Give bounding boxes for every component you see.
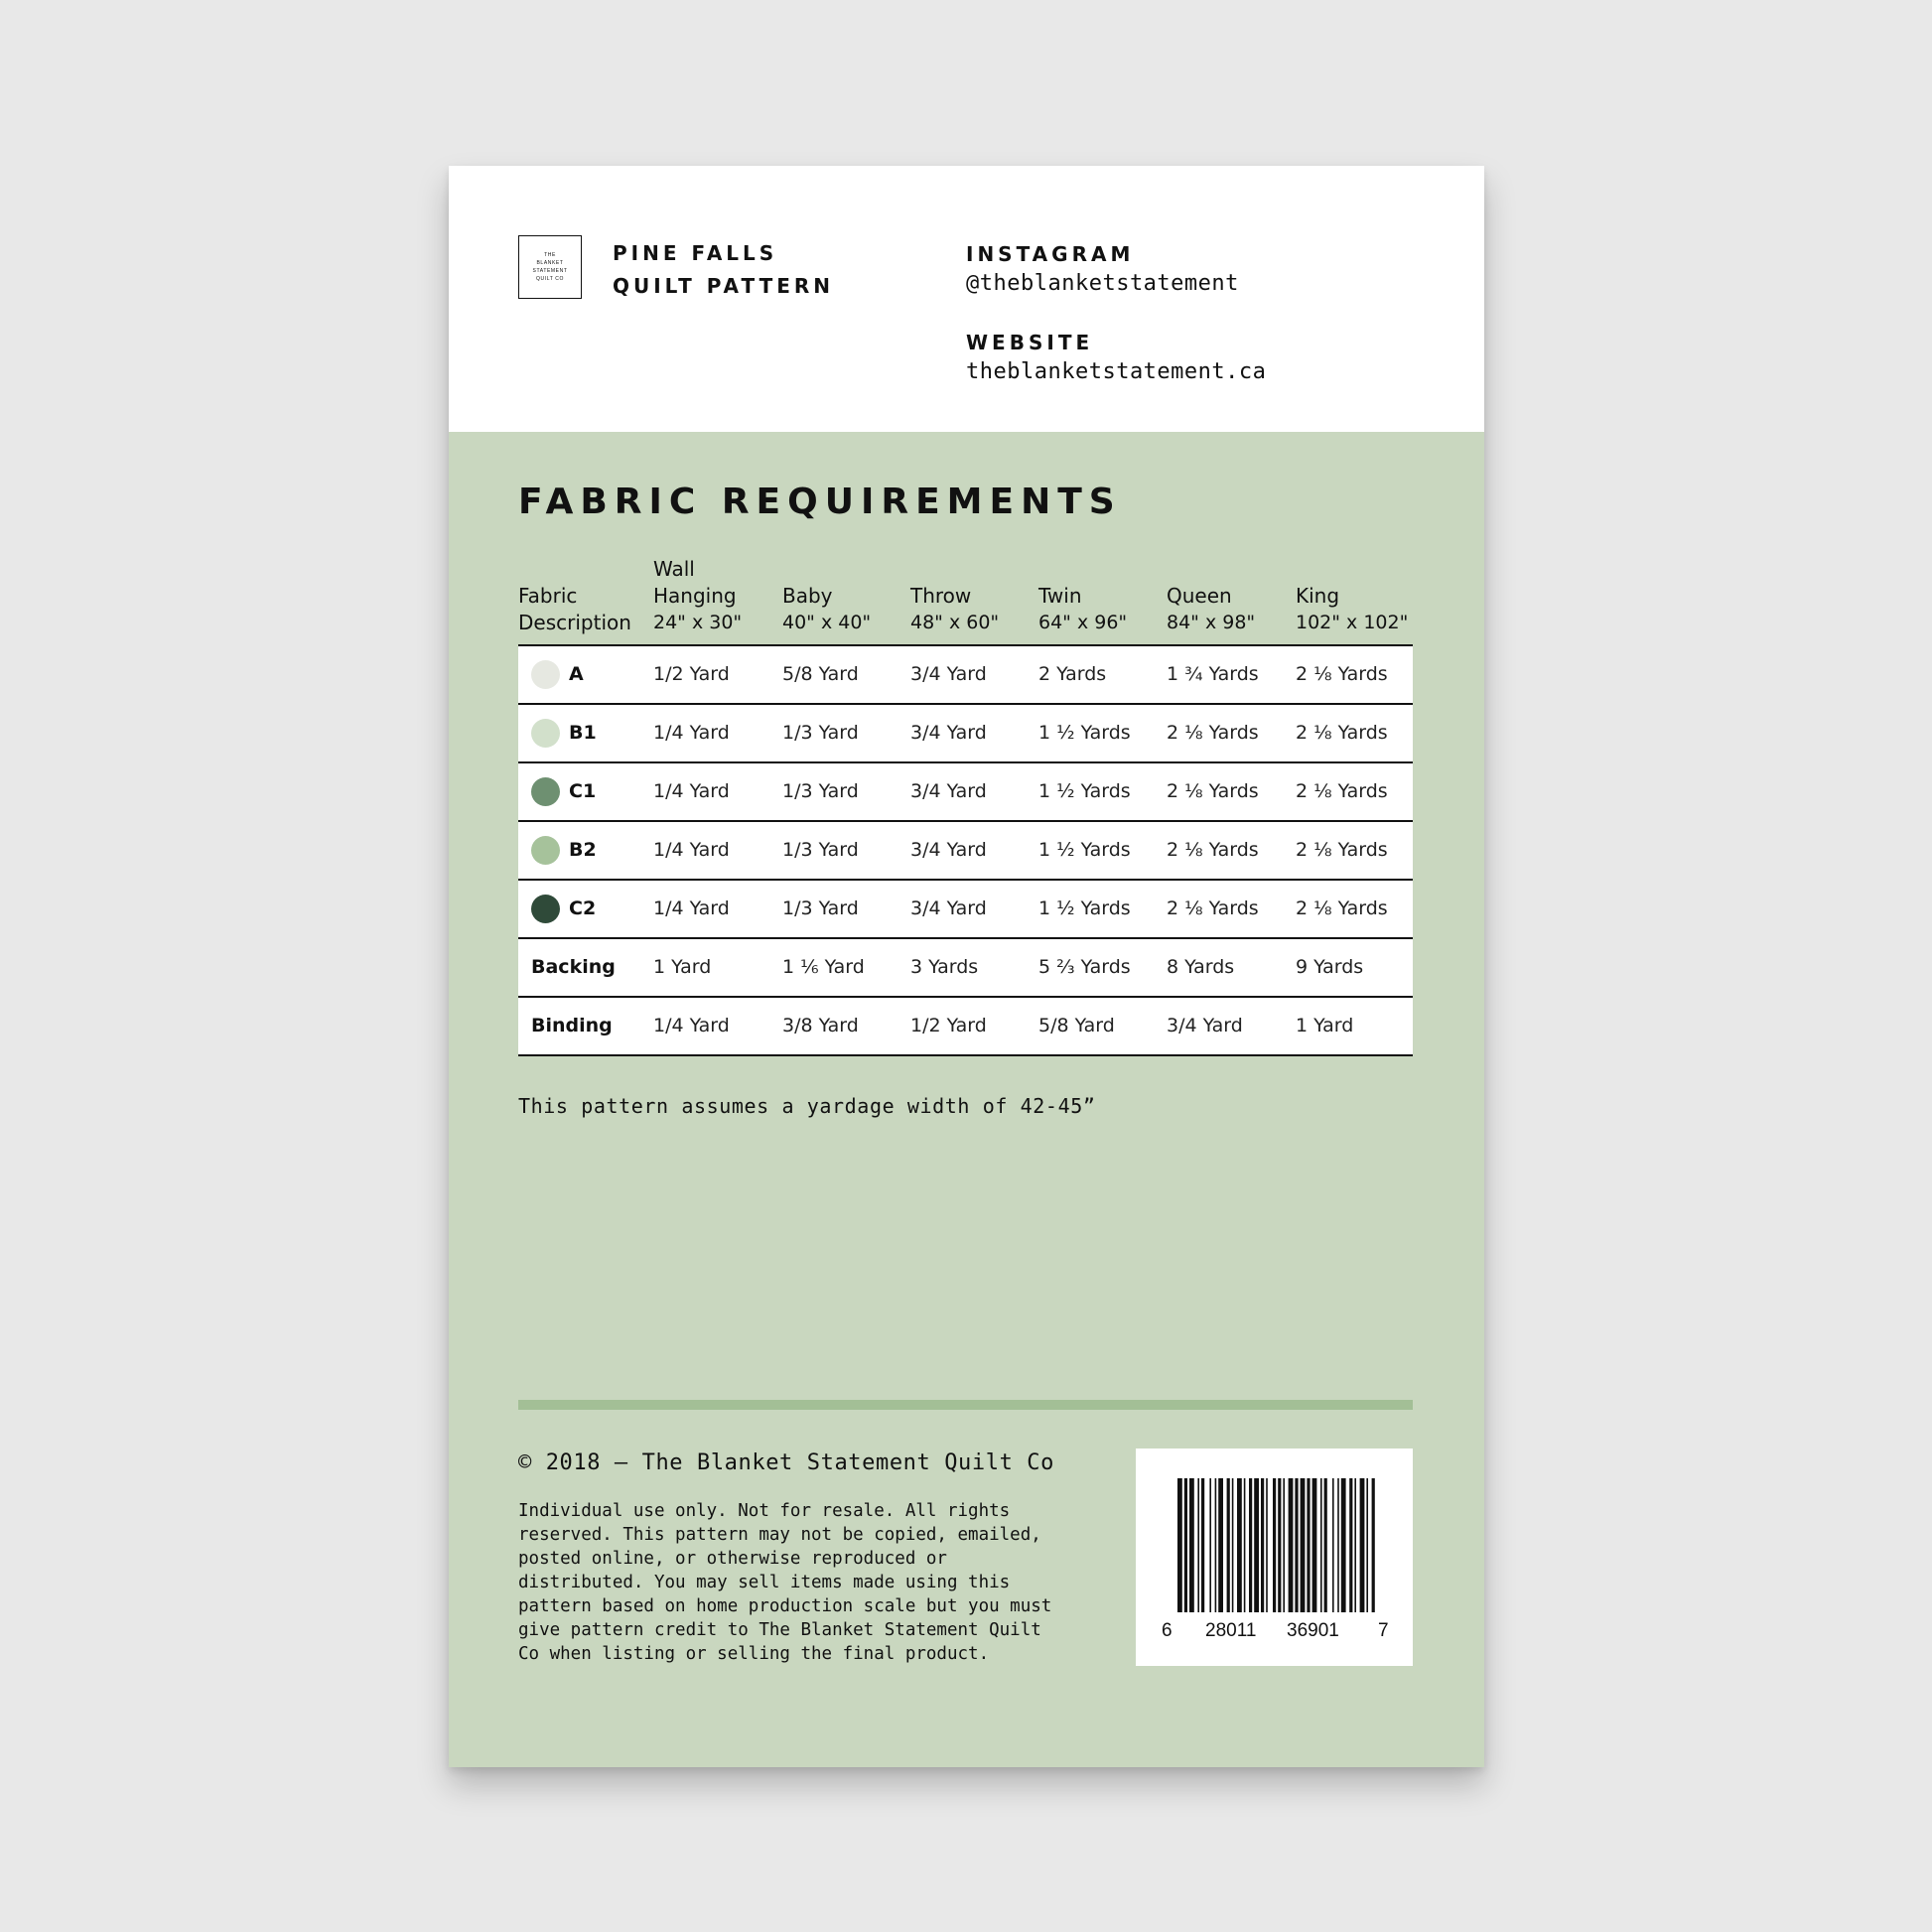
yardage-cell: 1/3 Yard xyxy=(782,722,859,744)
pattern-name-line1: PINE FALLS xyxy=(613,241,778,265)
yardage-cell: 1 ⅙ Yard xyxy=(782,956,865,978)
yardage-cell: 5/8 Yard xyxy=(1038,1015,1115,1036)
barcode-bar xyxy=(1232,1478,1234,1612)
column-header xyxy=(1296,556,1408,636)
yardage-cell: 2 ⅛ Yards xyxy=(1167,897,1259,919)
column-header-line: 24" x 30" xyxy=(653,612,743,633)
brand-logo xyxy=(518,235,582,299)
barcode-digit: 7 xyxy=(1378,1620,1389,1641)
yardage-cell: 8 Yards xyxy=(1167,956,1235,978)
column-header-line: 40" x 40" xyxy=(782,612,872,633)
barcode-bar xyxy=(1320,1478,1322,1612)
barcode-bar xyxy=(1201,1478,1204,1612)
yardage-cell: 2 ⅛ Yards xyxy=(1167,780,1259,802)
column-header-line: Description xyxy=(518,611,631,634)
column-header-line xyxy=(518,556,631,583)
yardage-cell: 5/8 Yard xyxy=(782,663,859,685)
barcode-bar xyxy=(1289,1478,1294,1612)
barcode-bar xyxy=(1324,1478,1327,1612)
table-row xyxy=(518,822,1413,881)
barcode-bar xyxy=(1332,1478,1334,1612)
barcode-bar xyxy=(1278,1478,1281,1612)
barcode xyxy=(1136,1449,1413,1666)
fabric-label: B1 xyxy=(569,722,597,744)
website-block xyxy=(966,328,1266,387)
table-row xyxy=(518,763,1413,822)
yardage-cell: 1/4 Yard xyxy=(653,897,730,919)
barcode-bar xyxy=(1197,1478,1199,1612)
legal-line: Individual use only. Not for resale. All rights xyxy=(518,1501,1011,1521)
column-header xyxy=(1038,556,1127,636)
yardage-cell: 2 ⅛ Yards xyxy=(1167,839,1259,861)
column-header-line: 48" x 60" xyxy=(910,612,1000,633)
barcode-bar xyxy=(1266,1478,1268,1612)
fabric-label: Backing xyxy=(531,956,616,978)
divider-bar xyxy=(518,1400,1413,1410)
barcode-bar xyxy=(1209,1478,1211,1612)
barcode-bar xyxy=(1301,1478,1306,1612)
legal-line: distributed. You may sell items made using this xyxy=(518,1573,1011,1592)
legal-line: reserved. This pattern may not be copied, emailed, xyxy=(518,1525,1041,1545)
table-row xyxy=(518,646,1413,705)
yardage-cell: 1 ½ Yards xyxy=(1038,839,1131,861)
yardage-cell: 3 Yards xyxy=(910,956,979,978)
barcode-bar xyxy=(1189,1478,1194,1612)
logo-line: STATEMENT xyxy=(532,268,568,274)
barcode-bar xyxy=(1312,1478,1317,1612)
yardage-cell: 1/3 Yard xyxy=(782,897,859,919)
logo-line: BLANKET xyxy=(536,260,564,266)
yardage-cell: 1/3 Yard xyxy=(782,780,859,802)
column-header-line: Twin xyxy=(1038,584,1082,608)
column-header-line: Throw xyxy=(910,584,972,608)
copyright-line: © 2018 – The Blanket Statement Quilt Co xyxy=(518,1450,1054,1475)
yardage-note: This pattern assumes a yardage width of 42-45” xyxy=(518,1094,1096,1118)
yardage-cell: 1/4 Yard xyxy=(653,722,730,744)
yardage-cell: 2 ⅛ Yards xyxy=(1296,722,1388,744)
column-header-line xyxy=(782,556,871,583)
column-header-line: Fabric xyxy=(518,584,578,608)
column-header-line xyxy=(1167,556,1255,583)
legal-line: give pattern credit to The Blanket Statement Quilt xyxy=(518,1620,1041,1640)
barcode-bar xyxy=(1254,1478,1259,1612)
column-header-line xyxy=(1296,556,1408,583)
fabric-label: C2 xyxy=(569,897,597,919)
column-header-line: 64" x 96" xyxy=(1038,612,1128,633)
instagram-label: INSTAGRAM xyxy=(966,242,1135,266)
barcode-bar xyxy=(1184,1478,1187,1612)
yardage-cell: 3/8 Yard xyxy=(782,1015,859,1036)
barcode-bar xyxy=(1237,1478,1242,1612)
legal-line: posted online, or otherwise reproduced or xyxy=(518,1549,947,1569)
fabric-label: B2 xyxy=(569,839,597,861)
instagram-handle[interactable]: @theblanketstatement xyxy=(966,271,1239,296)
barcode-bars xyxy=(1136,1449,1413,1666)
yardage-cell: 1/3 Yard xyxy=(782,839,859,861)
yardage-cell: 3/4 Yard xyxy=(1167,1015,1243,1036)
barcode-bar xyxy=(1177,1478,1182,1612)
column-header-line: Hanging xyxy=(653,584,737,608)
fabric-label: C1 xyxy=(569,780,597,802)
yardage-cell: 3/4 Yard xyxy=(910,897,987,919)
table-row xyxy=(518,881,1413,939)
pattern-name xyxy=(613,237,834,303)
barcode-bar xyxy=(1215,1478,1217,1612)
yardage-cell: 1/4 Yard xyxy=(653,780,730,802)
column-header-line xyxy=(910,556,999,583)
fabric-label: A xyxy=(569,663,584,685)
legal-line: pattern based on home production scale but you must xyxy=(518,1596,1052,1616)
color-swatch xyxy=(531,836,560,865)
yardage-cell: 1 Yard xyxy=(653,956,712,978)
fabric-requirements-title: FABRIC REQUIREMENTS xyxy=(518,482,1122,522)
barcode-bar xyxy=(1372,1478,1375,1612)
instagram-block xyxy=(966,239,1239,299)
header-panel xyxy=(449,166,1484,432)
column-header-line xyxy=(1038,556,1127,583)
barcode-bar xyxy=(1283,1478,1285,1612)
yardage-cell: 2 Yards xyxy=(1038,663,1107,685)
table-header xyxy=(449,549,1484,636)
yardage-cell: 5 ⅔ Yards xyxy=(1038,956,1131,978)
barcode-bar xyxy=(1341,1478,1346,1612)
barcode-bar xyxy=(1337,1478,1339,1612)
yardage-cell: 1/4 Yard xyxy=(653,1015,730,1036)
yardage-cell: 1 ¾ Yards xyxy=(1167,663,1259,685)
column-header xyxy=(782,556,871,636)
column-header-line: Wall xyxy=(653,557,695,581)
yardage-cell: 3/4 Yard xyxy=(910,839,987,861)
barcode-bar xyxy=(1273,1478,1276,1612)
yardage-cell: 1/2 Yard xyxy=(653,663,730,685)
yardage-cell: 2 ⅛ Yards xyxy=(1296,839,1388,861)
barcode-bar xyxy=(1349,1478,1352,1612)
barcode-bar xyxy=(1360,1478,1365,1612)
yardage-cell: 1 ½ Yards xyxy=(1038,722,1131,744)
barcode-digits: 28011 xyxy=(1205,1620,1257,1641)
column-header-line: Baby xyxy=(782,584,833,608)
column-header xyxy=(518,556,631,636)
color-swatch xyxy=(531,719,560,748)
column-header xyxy=(1167,556,1255,636)
yardage-cell: 2 ⅛ Yards xyxy=(1296,663,1388,685)
yardage-cell: 1 ½ Yards xyxy=(1038,780,1131,802)
barcode-bar xyxy=(1354,1478,1356,1612)
yardage-cell: 3/4 Yard xyxy=(910,663,987,685)
website-label: WEBSITE xyxy=(966,331,1094,354)
table-row xyxy=(518,998,1413,1056)
column-header-line: 102" x 102" xyxy=(1296,612,1409,633)
yardage-cell: 2 ⅛ Yards xyxy=(1296,897,1388,919)
yardage-cell: 1 Yard xyxy=(1296,1015,1354,1036)
yardage-cell: 9 Yards xyxy=(1296,956,1364,978)
pattern-name-line2: QUILT PATTERN xyxy=(613,274,835,298)
color-swatch xyxy=(531,895,560,923)
yardage-cell: 1 ½ Yards xyxy=(1038,897,1131,919)
column-header-line: 84" x 98" xyxy=(1167,612,1256,633)
legal-line: Co when listing or selling the final product. xyxy=(518,1644,990,1664)
yardage-cell: 3/4 Yard xyxy=(910,722,987,744)
color-swatch xyxy=(531,660,560,689)
pattern-back-cover xyxy=(449,166,1484,1767)
barcode-bar xyxy=(1261,1478,1264,1612)
barcode-bar xyxy=(1249,1478,1252,1612)
barcode-bar xyxy=(1295,1478,1298,1612)
yardage-cell: 3/4 Yard xyxy=(910,780,987,802)
table-row xyxy=(518,939,1413,998)
yardage-cell: 2 ⅛ Yards xyxy=(1167,722,1259,744)
yardage-cell: 1/4 Yard xyxy=(653,839,730,861)
fabric-table xyxy=(518,644,1413,1056)
barcode-bar xyxy=(1366,1478,1368,1612)
barcode-digit: 6 xyxy=(1162,1620,1173,1641)
barcode-bar xyxy=(1307,1478,1310,1612)
logo-line: THE xyxy=(544,252,556,258)
column-header-line: Queen xyxy=(1167,584,1232,608)
column-header xyxy=(910,556,999,636)
yardage-cell: 2 ⅛ Yards xyxy=(1296,780,1388,802)
barcode-bar xyxy=(1227,1478,1230,1612)
column-header xyxy=(653,556,742,636)
column-header-line: King xyxy=(1296,584,1340,608)
logo-line: QUILT CO xyxy=(536,276,564,282)
color-swatch xyxy=(531,777,560,806)
fabric-label: Binding xyxy=(531,1015,613,1036)
barcode-bar xyxy=(1244,1478,1246,1612)
legal-notice xyxy=(518,1499,1074,1666)
barcode-bar xyxy=(1218,1478,1223,1612)
barcode-digits: 36901 xyxy=(1287,1620,1339,1641)
website-link[interactable]: theblanketstatement.ca xyxy=(966,359,1267,384)
table-row xyxy=(518,705,1413,763)
yardage-cell: 1/2 Yard xyxy=(910,1015,987,1036)
